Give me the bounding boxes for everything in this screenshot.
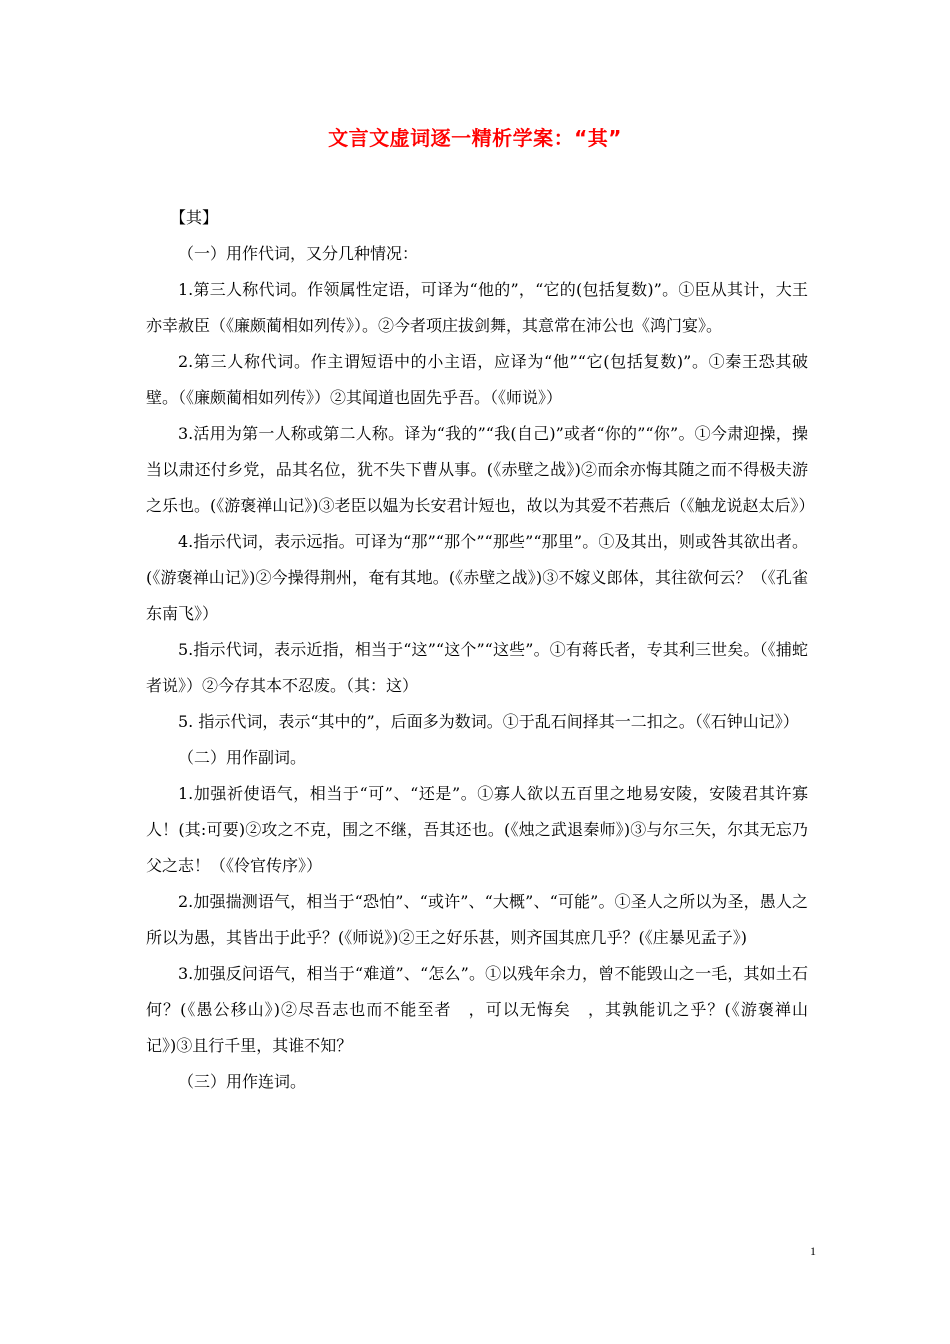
paragraph-adverb-heading: （二）用作副词。 <box>178 748 307 767</box>
section-mark: 【其】 <box>170 208 219 227</box>
paragraph-pronoun-5b: 5. 指示代词，表示“其中的”，后面多为数词。①于乱石间择其一二扣之。（《石钟山记》） <box>178 712 799 731</box>
paragraph-pronoun-1: 1.第三人称代词。作领属性定语，可译为“他的”，“它的(包括复数)”。①臣从其计，大王亦幸赦臣（《廉颇蔺相如列传》）。②今者项庄拔剑舞，其意常在沛公也《鸿门宴》。 <box>146 280 808 335</box>
paragraph-adverb-3: 3.加强反问语气，相当于“难道”、“怎么”。①以残年余力，曾不能毁山之一毛，其如土石何？(《愚公移山》)②尽吾志也而不能至者 ，可以无悔矣 ，其孰能讥之乎？(《游褒禅山记》)③且行千里，其谁不知？ <box>146 964 808 1055</box>
page-number: 1 <box>810 1244 816 1258</box>
document-body <box>146 200 815 1100</box>
paragraph-pronoun-2: 2.第三人称代词。作主谓短语中的小主语，应译为“他”“它(包括复数)”。①秦王恐其破壁。（《廉颇蔺相如列传》）②其闻道也固先乎吾。（《师说》） <box>146 352 808 407</box>
paragraph-pronoun-heading: （一）用作代词，又分几种情况： <box>178 244 419 263</box>
paragraph-pronoun-4: 4.指示代词，表示远指。可译为“那”“那个”“那些”“那里”。①及其出，则或咎其欲出者。(《游褒禅山记》)②今操得荆州，奄有其地。(《赤壁之战》)③不嫁义郎体，其往欲何云？（《孔雀东南飞》） <box>146 532 808 623</box>
paragraph-pronoun-3: 3.活用为第一人称或第二人称。译为“我的”“我(自己)”或者“你的”“你”。①今肃迎操，操当以肃还付乡党，品其名位，犹不失下曹从事。(《赤壁之战》)②而余亦悔其随之而不得极夫游之乐也。(《游褒禅山记》)③老臣以媪为长安君计短也，故以为其爱不若燕后（《触龙说赵太后》） <box>146 424 815 515</box>
paragraph-conjunction-heading: （三）用作连词。 <box>178 1072 307 1091</box>
paragraph-adverb-2: 2.加强揣测语气，相当于“恐怕”、“或许”、“大概”、“可能”。①圣人之所以为圣，愚人之所以为愚，其皆出于此乎？(《师说》)②王之好乐甚，则齐国其庶几乎？(《庄暴见孟子》) <box>146 892 808 947</box>
document-title: 文言文虚词逐一精析学案：“其” <box>328 126 622 150</box>
paragraph-adverb-1: 1.加强祈使语气，相当于“可”、“还是”。①寡人欲以五百里之地易安陵，安陵君其许寡人！(其:可要)②攻之不克，围之不继，吾其还也。(《烛之武退秦师》)③与尔三矢，尔其无忘乃父之志！（《伶官传序》） <box>146 784 808 875</box>
paragraph-pronoun-5: 5.指示代词，表示近指，相当于“这”“这个”“这些”。①有蒋氏者，专其利三世矣。（《捕蛇者说》）②今存其本不忍废。（其：这） <box>146 640 808 695</box>
